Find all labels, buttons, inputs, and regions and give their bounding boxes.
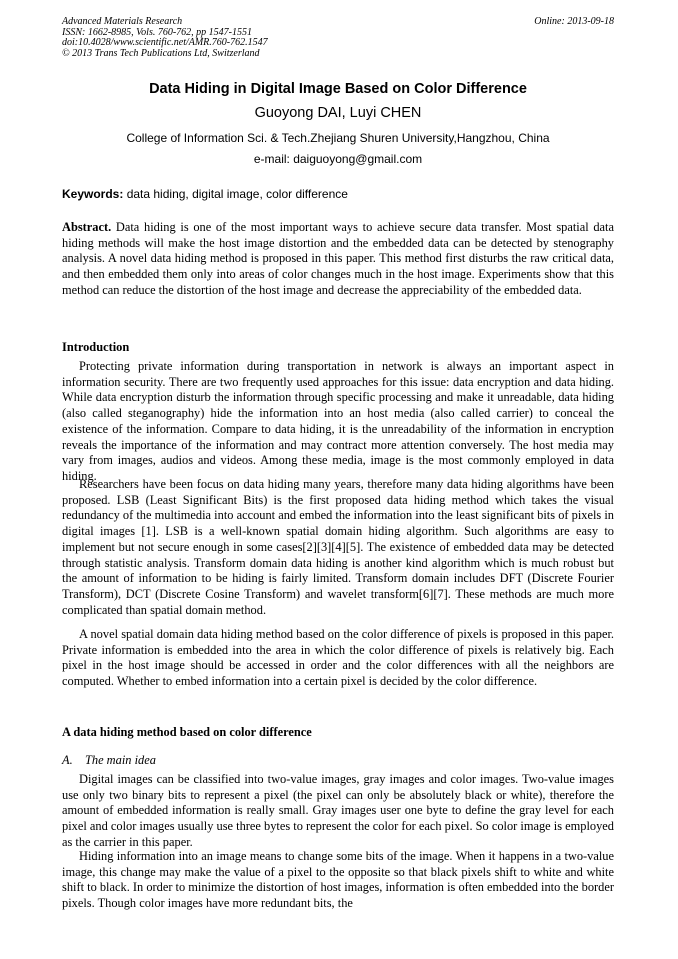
section-heading-introduction: Introduction xyxy=(62,340,130,354)
abstract-label: Abstract. xyxy=(62,220,112,234)
intro-paragraph-1: Protecting private information during transportation in network is always an important aspect in information security. There are two frequently used approaches for this issue: data encryption and data hiding. While data encryption disturb the information through specific processing and make it unreadable, data hiding (also called steganography) hide the information into an host media (also called carrier) to conceal the existence of the information. Compare to data hiding, it is the unreadability of the information in encryption reveals the importance of the information and may contract more attention conversely. The host media may vary from images, audios and videos. Among these media, image is the most commonly employed in data hiding. xyxy=(62,359,614,483)
abstract xyxy=(62,220,614,299)
doi-line: doi:10.4028/www.scientific.net/AMR.760-762.1547 xyxy=(62,37,268,49)
method-paragraph-2: Hiding information into an image means to change some bits of the image. When it happens in a two-value image, this change may make the value of a pixel to the opposite so that black pixels shift to white and white shift to black. In order to minimize the distortion of host images, information is often embedded into the border pixels. Though color images have more redundant bits, the xyxy=(62,849,614,911)
paper-title: Data Hiding in Digital Image Based on Color Difference xyxy=(149,81,527,97)
keywords-label: Keywords: xyxy=(62,187,124,201)
author-affiliation: College of Information Sci. & Tech.Zhejiang Shuren University,Hangzhou, China xyxy=(126,131,550,145)
author-email: e-mail: daiguoyong@gmail.com xyxy=(253,152,423,166)
section-heading-method: A data hiding method based on color difference xyxy=(62,725,312,739)
issn-line: ISSN: 1662-8985, Vols. 760-762, pp 1547-1551 xyxy=(62,26,252,38)
paper-authors: Guoyong DAI, Luyi CHEN xyxy=(254,105,422,121)
intro-paragraph-3: A novel spatial domain data hiding method based on the color difference of pixels is proposed in this paper. Private information is embedded into the area in which the color difference of pixels is relatively big. Each pixel in the host image should be accessed in order and the color differences with all the neighbors are computed. Whether to embed information into a certain pixel is decided by the color difference. xyxy=(62,627,614,689)
subsection-title: The main idea xyxy=(85,753,156,767)
journal-header xyxy=(62,17,614,59)
abstract-text: Data hiding is one of the most important ways to achieve secure data transfer. Most spatial data hiding methods will make the host image distortion and the embedded data can be detected by stenography analysis. A novel data hiding method is proposed in this paper. This method first disturbs the raw critical data, and then embedded them only into areas of color changes much in the host image. Experiments show that this method can reduce the distortion of the host image and decrease the appreciability of the embedded data. xyxy=(62,220,614,297)
keywords-text: data hiding, digital image, color difference xyxy=(123,187,348,201)
intro-paragraph-2: Researchers have been focus on data hiding many years, therefore many data hiding algorithms have been proposed. LSB (Least Significant Bits) is the first proposed data hiding method which takes the visual redundancy of the multimedia into account and embed the information into the least significant bits of pixels in digital images [1]. LSB is a well-known spatial domain hiding algorithm. Such algorithms are easy to implement but not secure enough in some cases[2][3][4][5]. The existence of embedded data may be detected through statistic analysis. Transform domain data hiding is another kind algorithm which is much robust but the amount of information to be hiding is fairly limited. Transform domain includes DFT (Discrete Fourier Transform), DCT (Discrete Cosine Transform) and wavelet transform[6][7]. These methods are much more complicated than spatial domain method. xyxy=(62,477,614,617)
copyright-line: © 2013 Trans Tech Publications Ltd, Switzerland xyxy=(62,47,260,59)
keywords xyxy=(62,186,614,202)
online-date: Online: 2013-09-18 xyxy=(534,16,614,27)
journal-name: Advanced Materials Research xyxy=(62,16,183,27)
subsection-heading-main-idea xyxy=(62,752,156,768)
method-paragraph-1: Digital images can be classified into two-value images, gray images and color images. Two-value images use only two binary bits to represent a pixel (the pixel can only be absolutely black or white), therefore the amount of embedded information is really small. Gray images user one byte to define the gray level for each pixel and color images usually use three bytes to represent the color for each pixel. So color image is employed as the carrier in this paper. xyxy=(62,772,614,849)
subsection-number: A. xyxy=(62,753,73,767)
